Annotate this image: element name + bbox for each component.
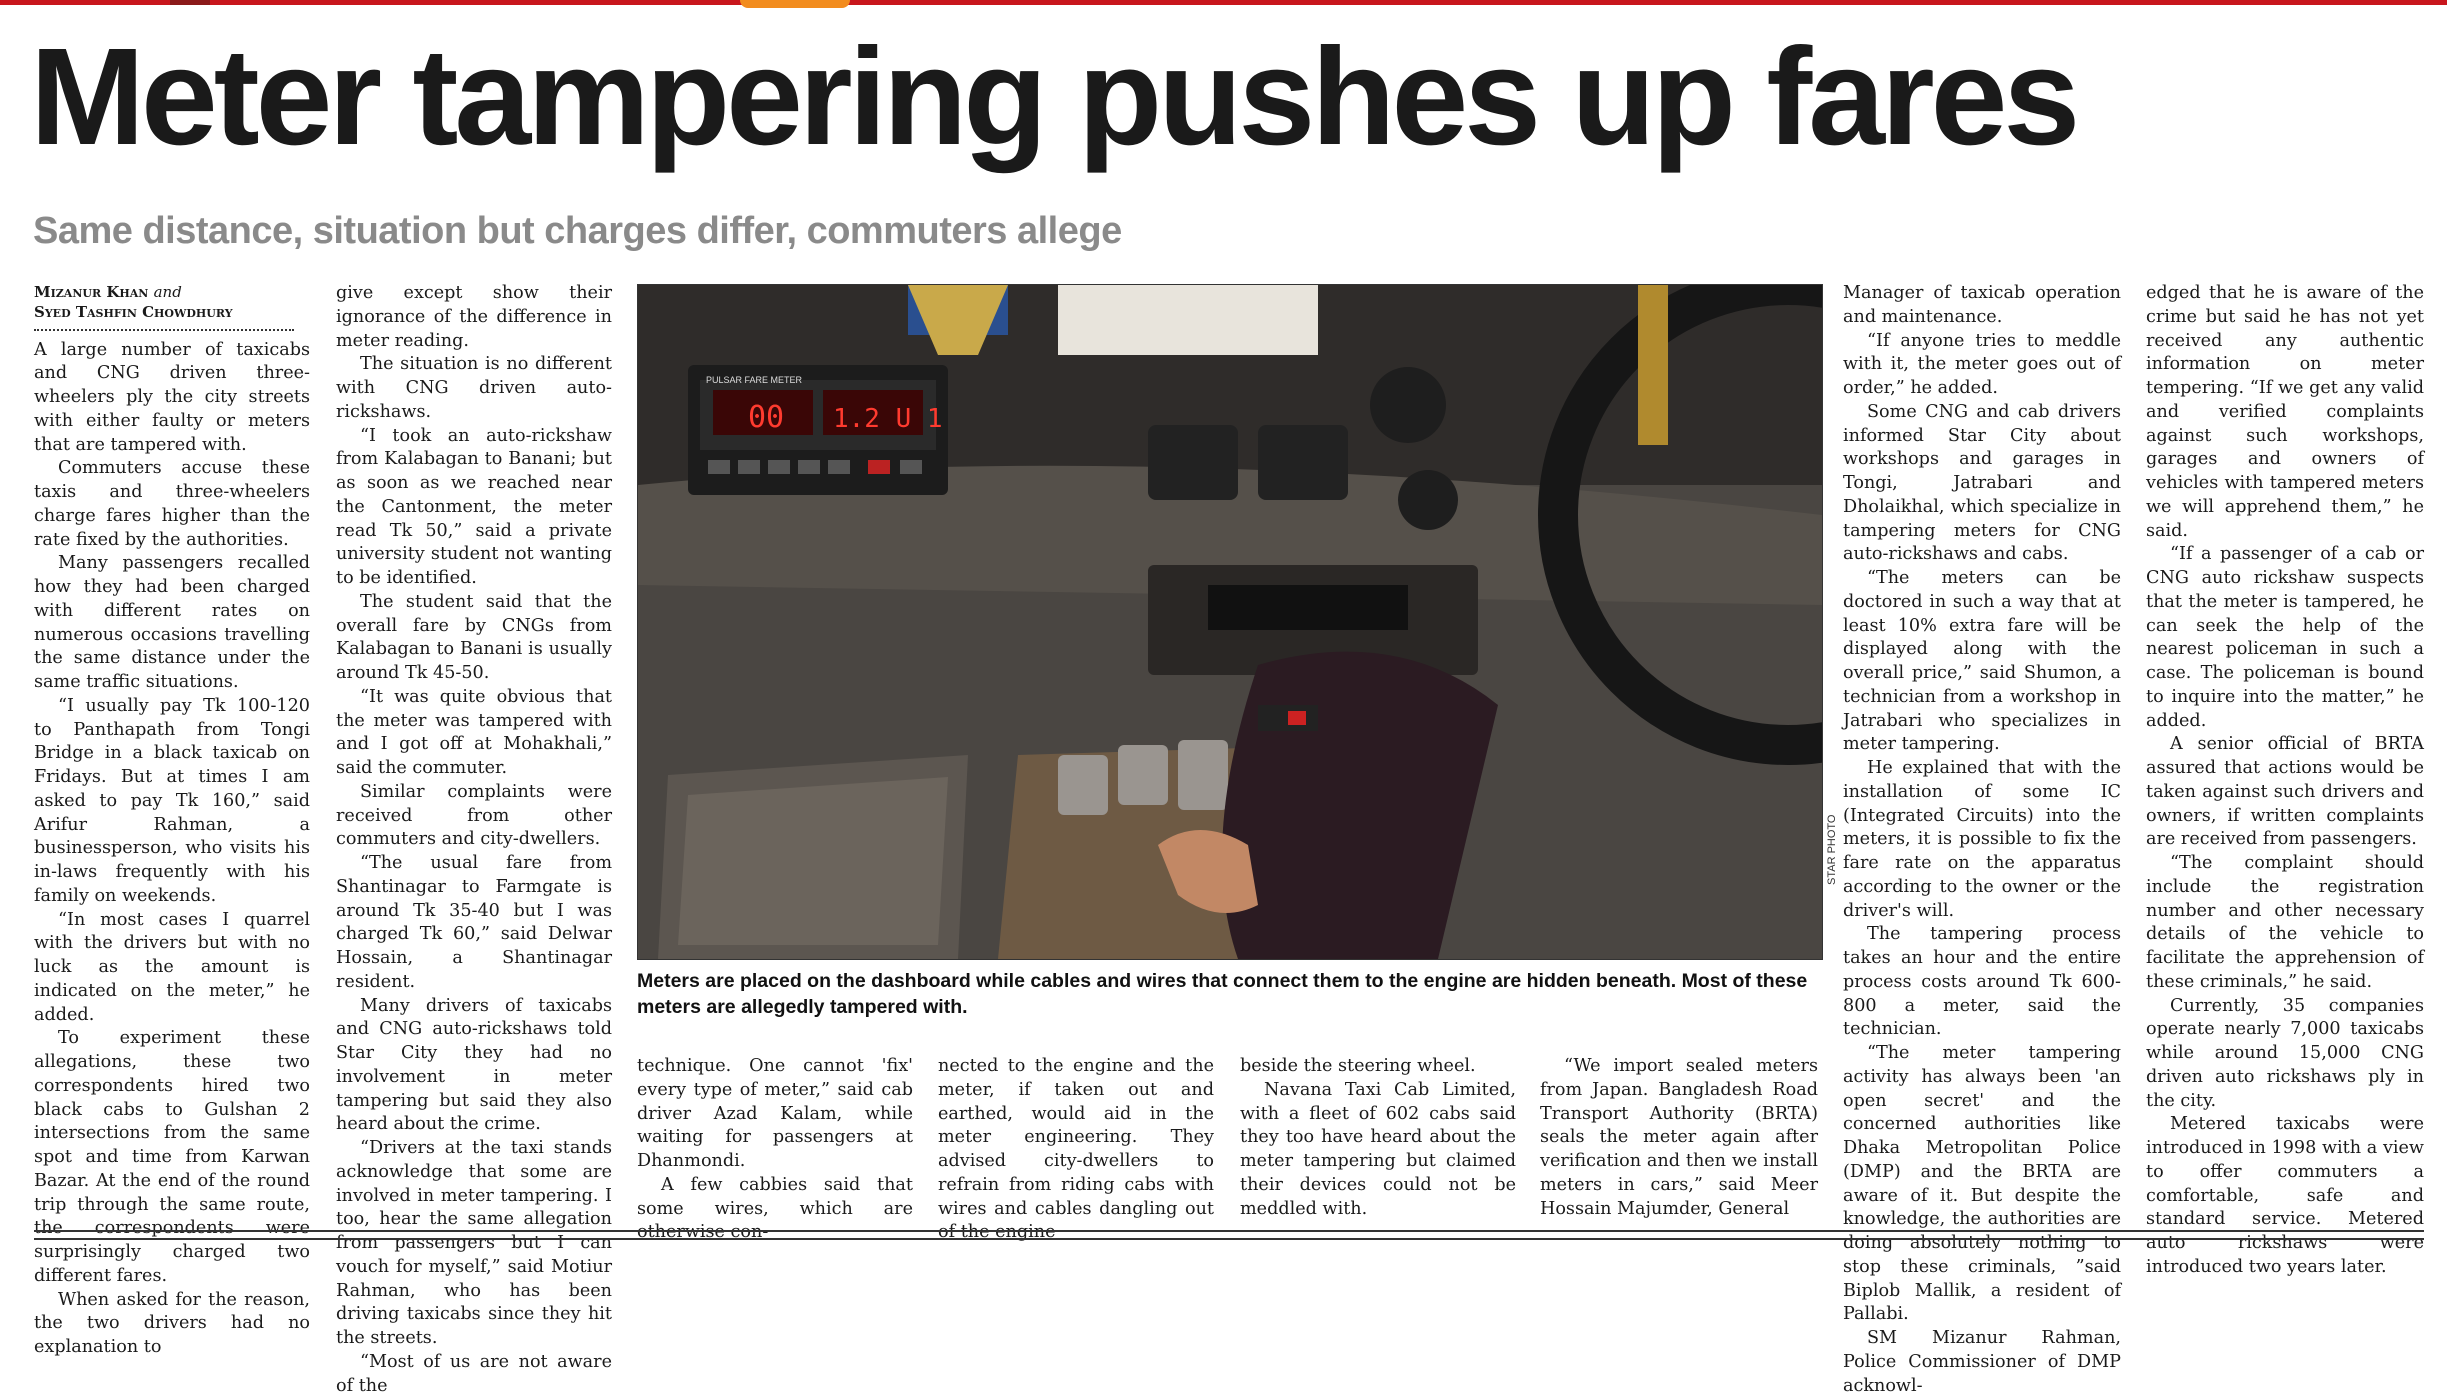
article-paragraph: A few cabbies said that some wires, which are otherwise con- (637, 1174, 913, 1243)
article-column-4 (938, 1055, 1214, 1245)
article-paragraph: When asked for the reason, the two drivers had no explanation to (34, 1289, 310, 1357)
article-paragraph: “The usual fare from Shantinagar to Farmgate is around Tk 35-40 but I was charged Tk 60,” said Delwar Hossain, a Shantinagar resident. (336, 853, 612, 992)
article-column-3 (637, 1055, 913, 1245)
article-paragraph: “I took an auto-rickshaw from Kalabagan to Banani; but as soon as we reached near the Cantonment, the meter read Tk 50,” said a private university student not wanting to be identified. (336, 425, 612, 588)
article-paragraph: Currently, 35 companies operate nearly 7,000 taxicabs while around 15,000 CNG driven auto rickshaws ply in the city. (2146, 995, 2424, 1111)
article-paragraph: To experiment these allegations, these two correspondents hired two black cabs to Gulshan 2 intersections from the same spot and time from Karwan Bazar. At the end of the round trip through the same route, the correspondents were surprisingly charged two different fares. (34, 1028, 310, 1286)
article-paragraph: “The meter tampering activity has always been 'an open secret' and the concerned authorities like Dhaka Metropolitan Police (DMP) and the BRTA are aware of it. But despite the knowledge, the authorities are doing absolutely nothing to stop these criminals, ”said Biplob Mallik, a resident of Pallabi. (1843, 1043, 2121, 1325)
top-color-bar (0, 0, 2447, 5)
taxi-meter (688, 365, 948, 495)
article-paragraph: “In most cases I quarrel with the drivers but with no luck as the amount is indicated on the meter,” he added. (34, 909, 310, 1025)
meter-label: PULSAR FARE METER (706, 375, 803, 385)
article-paragraph: The situation is no different with CNG driven auto-rickshaws. (336, 354, 612, 422)
article-paragraph: A large number of taxicabs and CNG driven three-wheelers ply the city streets with either faulty or meters that are tampered with. (34, 339, 310, 455)
article-column-6 (1540, 1055, 1818, 1221)
article-paragraph: He explained that with the installation of some IC (Integrated Circuits) into the meters, it is possible to fix the fare rate on the apparatus according to the owner or the driver's will. (1843, 758, 2121, 921)
subheadline: Same distance, situation but charges differ, commuters allege (33, 210, 1122, 252)
article-paragraph: Many passengers recalled how they had been charged with different rates on numerous occasions travelling the same distance under the same traffic situations. (34, 553, 310, 692)
article-paragraph: “Drivers at the taxi stands acknowledge that some are involved in meter tampering. I too, hear the same allegation from passengers but I can vouch for myself,” said Motiur Rahman, who has been driving taxicabs since they hit the streets. (336, 1138, 612, 1348)
article-paragraph: “The complaint should include the registration number and other necessary details of the vehicle to facilitate the apprehension of these criminals,” he said. (2146, 853, 2424, 992)
article-column-8 (2146, 282, 2424, 1280)
bottom-rule (34, 1230, 2424, 1232)
article-paragraph: “Most of us are not aware of the (336, 1351, 612, 1396)
article-paragraph: “We import sealed meters from Japan. Bangladesh Road Transport Authority (BRTA) seals the meter again after verification and then we install meters in cars,” said Meer Hossain Majumder, General (1540, 1056, 1818, 1219)
meter-display-right: 1.2 U 1 (833, 404, 943, 434)
article-paragraph: A senior official of BRTA assured that actions would be taken against such drivers and owners, if written complaints are received from passengers. (2146, 734, 2424, 850)
photo-caption: Meters are placed on the dashboard while cables and wires that connect them to the engine are hidden beneath. Most of these meters are allegedly tampered with. (637, 970, 1808, 1019)
bottom-rule-2 (34, 1238, 2424, 1240)
article-paragraph: The student said that the overall fare by CNGs from Kalabagan to Banani is usually around Tk 45-50. (336, 591, 612, 683)
article-paragraph: Commuters accuse these taxis and three-wheelers charge fares higher than the rate fixed by the authorities. (34, 458, 310, 550)
byline-divider (34, 329, 294, 331)
byline-and: and (153, 283, 182, 301)
article-paragraph: beside the steering wheel. (1240, 1056, 1476, 1076)
article-paragraph: Some CNG and cab drivers informed Star City about workshops and garages in Tongi, Jatrabari and Dholaikhal, which specialize in tampering meters for CNG auto-rickshaws and cabs. (1843, 401, 2121, 565)
article-paragraph: SM Mizanur Rahman, Police Commissioner of DMP acknowl- (1843, 1328, 2121, 1396)
article-column-1 (34, 282, 310, 1360)
article-paragraph: Many drivers of taxicabs and CNG auto-rickshaws told Star City they had no involvement in meter tampering but said they also heard about the crime. (336, 995, 612, 1135)
byline (34, 282, 310, 323)
article-paragraph: nected to the engine and the meter, if taken out and earthed, would aid in the meter engineering. They advised city-dwellers to refrain from riding cabs with wires and cables dangling out of the engine (938, 1056, 1214, 1243)
dashboard-photo (637, 284, 1823, 960)
article-column-5 (1240, 1055, 1516, 1221)
article-paragraph: Similar complaints were received from other commuters and city-dwellers. (336, 781, 612, 850)
article-paragraph: “The meters can be doctored in such a way that at least 10% extra fare will be displayed along with the overall price,” said Shumon, a technician from a workshop in Jatrabari who specializes in meter tampering. (1843, 568, 2121, 755)
article-paragraph: Manager of taxicab operation and maintenance. (1843, 283, 2121, 327)
top-logo-fragment (170, 0, 210, 5)
article-paragraph: “If a passenger of a cab or CNG auto rickshaw suspects that the meter is tampered, he can seek the help of the nearest policeman in such a case. The policeman is bound to inquire into the matter,” he added. (2146, 544, 2424, 731)
article-paragraph: “I usually pay Tk 100-120 to Panthapath from Tongi Bridge in a black taxicab on Fridays. But at times I am asked to pay Tk 160,” said Arifur Rahman, a businessperson, who visits his in-laws frequently with his family on weekends. (34, 695, 310, 906)
article-paragraph: “If anyone tries to meddle with it, the meter goes out of order,” he added. (1843, 330, 2121, 398)
article-paragraph: technique. One cannot 'fix' every type of meter,” said cab driver Azad Kalam, while waiting for passengers at Dhanmondi. (637, 1056, 913, 1171)
article-paragraph: Navana Taxi Cab Limited, with a fleet of 602 cabs said they too have heard about the meter tampering but claimed their devices could not be meddled with. (1240, 1079, 1516, 1219)
byline-author-1: Mizanur Khan (34, 283, 149, 301)
article-paragraph: “It was quite obvious that the meter was tampered with and I got off at Mohakhali,” said the commuter. (336, 686, 612, 778)
photo-credit: STAR PHOTO (1826, 814, 1838, 885)
top-accent-shape (740, 0, 850, 8)
article-paragraph: edged that he is aware of the crime but said he has not yet received any authentic information on meter tempering. “If we get any valid and verified complaints against such workshops, garages and owners of vehicles with tampered meters we will apprehend them,” he said. (2146, 283, 2424, 541)
headline: Meter tampering pushes up fares (30, 20, 2077, 174)
meter-display-left: 00 (748, 400, 785, 435)
article-paragraph: The tampering process takes an hour and the entire process costs around Tk 600-800 a meter, said the technician. (1843, 924, 2121, 1040)
byline-author-2: Syed Tashfin Chowdhury (34, 303, 233, 322)
article-paragraph: Metered taxicabs were introduced in 1998 with a view to offer commuters a comfortable, safe and standard service. Metered auto rickshaws were introduced two years later. (2146, 1114, 2424, 1277)
article-paragraph: give except show their ignorance of the difference in meter reading. (336, 283, 612, 351)
